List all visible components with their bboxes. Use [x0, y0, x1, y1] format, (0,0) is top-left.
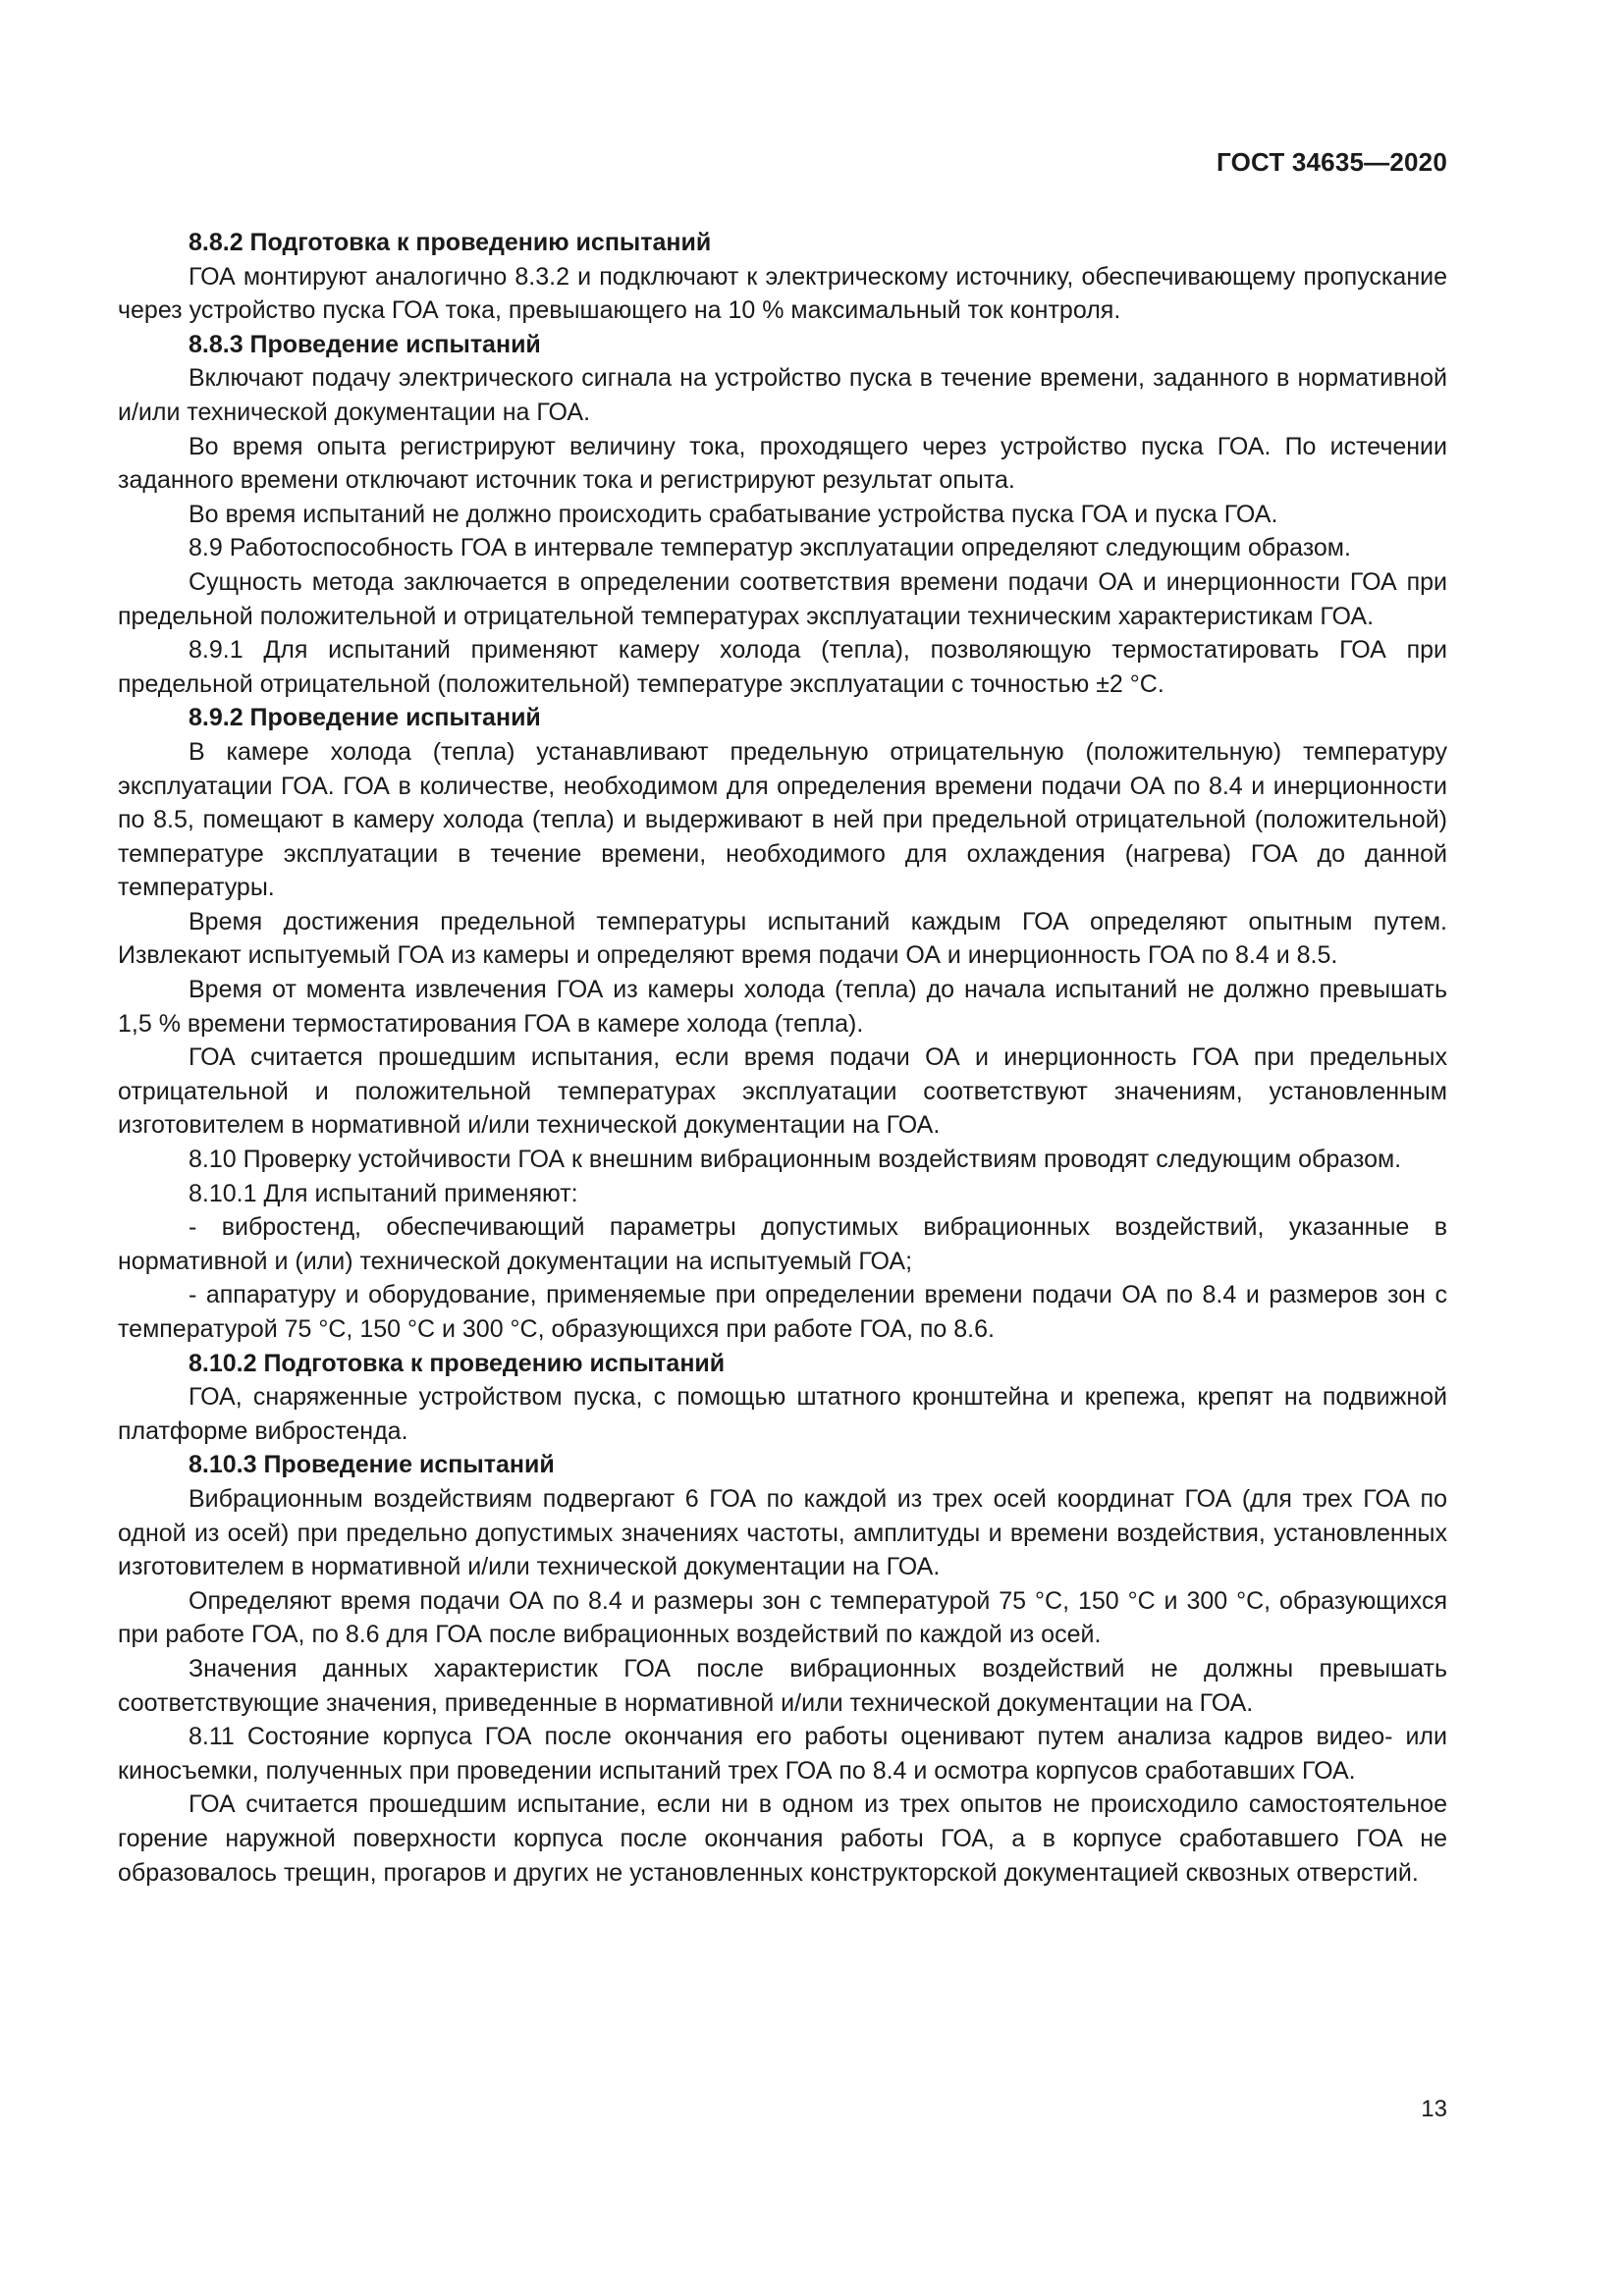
paragraph: Время достижения предельной температуры испытаний каждым ГОА определяют опытным путем. Извлекают испытуемый ГОА из камеры и определяют время подачи ОА и инерционность ГОА по 8.4 и 8.5.: [118, 907, 1447, 970]
paragraph: ГОА монтируют аналогично 8.3.2 и подключают к электрическому источнику, обеспечивающему пропускание через устройство пуска ГОА тока, превышающего на 10 % максимальный ток контроля.: [118, 262, 1447, 325]
paragraph: ГОА считается прошедшим испытание, если ни в одном из трех опытов не происходило самостоятельное горение наружной поверхности корпуса после окончания работы ГОА, а в корпусе сработавшего ГОА не образовалось трещин, прогаров и других не установленных конструкторской документацией сквозных отверстий.: [118, 1790, 1447, 1887]
section-heading-8-8-3: 8.8.3 Проведение испытаний: [189, 330, 541, 358]
paragraph: В камере холода (тепла) устанавливают предельную отрицательную (положительную) температуру эксплуатации ГОА. ГОА в количестве, необходимом для определения времени подачи ОА по 8.4 и инерционности по 8.5, помещают в камеру холода (тепла) и выдерживают в ней при предельной отрицательной (положительной) температуре эксплуатации в течение времени, необходимого для охлаждения (нагрева) ГОА до данной температуры.: [118, 737, 1447, 902]
paragraph: Включают подачу электрического сигнала на устройство пуска в течение времени, заданного в нормативной и/или технической документации на ГОА.: [118, 364, 1447, 426]
paragraph-8-10-1: 8.10.1 Для испытаний применяют:: [189, 1179, 578, 1207]
section-heading-8-10-2: 8.10.2 Подготовка к проведению испытаний: [189, 1349, 726, 1377]
paragraph: Вибрационным воздействиям подвергают 6 ГОА по каждой из трех осей координат ГОА (для трех ГОА по одной из осей) при предельно допустимых значениях частоты, амплитуды и времени воздействия, установленных изготовителем в нормативной и/или технической документации на ГОА.: [118, 1484, 1447, 1581]
paragraph: Время от момента извлечения ГОА из камеры холода (тепла) до начала испытаний не должно превышать 1,5 % времени термостатирования ГОА в камере холода (тепла).: [118, 976, 1447, 1038]
paragraph: Значения данных характеристик ГОА после вибрационных воздействий не должны превышать соответствующие значения, приведенные в нормативной и/или технической документации на ГОА.: [118, 1654, 1447, 1717]
list-item: - аппаратуру и оборудование, применяемые при определении времени подачи ОА по 8.4 и размеров зон с температурой 75 °С, 150 °С и 300 °С, образующихся при работе ГОА, по 8.6.: [118, 1281, 1447, 1343]
paragraph: Во время испытаний не должно происходить срабатывание устройства пуска ГОА и пуска ГОА.: [189, 500, 1278, 528]
paragraph: Сущность метода заключается в определении соответствия времени подачи ОА и инерционности ГОА при предельной положительной и отрицательной температурах эксплуатации техническим характеристикам ГОА.: [118, 567, 1447, 630]
paragraph-8-9-1: 8.9.1 Для испытаний применяют камеру холода (тепла), позволяющую термостатировать ГОА при предельной отрицательной (положительной) температуре эксплуатации с точностью ±2 °С.: [118, 636, 1447, 698]
paragraph-8-10: 8.10 Проверку устойчивости ГОА к внешним вибрационным воздействиям проводят следующим образом.: [189, 1146, 1402, 1174]
paragraph: ГОА считается прошедшим испытания, если время подачи ОА и инерционность ГОА при предельных отрицательной и положительной температурах эксплуатации соответствуют значениям, установленным изготовителем в нормативной и/или технической документации на ГОА.: [118, 1043, 1447, 1140]
section-heading-8-10-3: 8.10.3 Проведение испытаний: [189, 1451, 555, 1479]
page-number: 13: [1421, 2096, 1447, 2122]
list-item: - вибростенд, обеспечивающий параметры допустимых вибрационных воздействий, указанные в нормативной и (или) технической документации на испытуемый ГОА;: [118, 1213, 1447, 1275]
document-body: [118, 226, 1447, 1890]
paragraph-8-11: 8.11 Состояние корпуса ГОА после окончания его работы оценивают путем анализа кадров видео- или киносъемки, полученных при проведении испытаний трех ГОА по 8.4 и осмотра корпусов сработавших ГОА.: [118, 1723, 1447, 1785]
section-heading-8-8-2: 8.8.2 Подготовка к проведению испытаний: [189, 229, 712, 256]
paragraph-8-9: 8.9 Работоспособность ГОА в интервале температур эксплуатации определяют следующим образом.: [189, 534, 1351, 562]
paragraph: ГОА, снаряженные устройством пуска, с помощью штатного кронштейна и крепежа, крепят на подвижной платформе вибростенда.: [118, 1383, 1447, 1445]
section-heading-8-9-2: 8.9.2 Проведение испытаний: [189, 704, 541, 732]
paragraph: Во время опыта регистрируют величину тока, проходящего через устройство пуска ГОА. По истечении заданного времени отключают источник тока и регистрируют результат опыта.: [118, 432, 1447, 495]
paragraph: Определяют время подачи ОА по 8.4 и размеры зон с температурой 75 °С, 150 °С и 300 °С, образующихся при работе ГОА, по 8.6 для ГОА после вибрационных воздействий по каждой из осей.: [118, 1586, 1447, 1649]
standard-designation: ГОСТ 34635—2020: [1217, 147, 1447, 177]
